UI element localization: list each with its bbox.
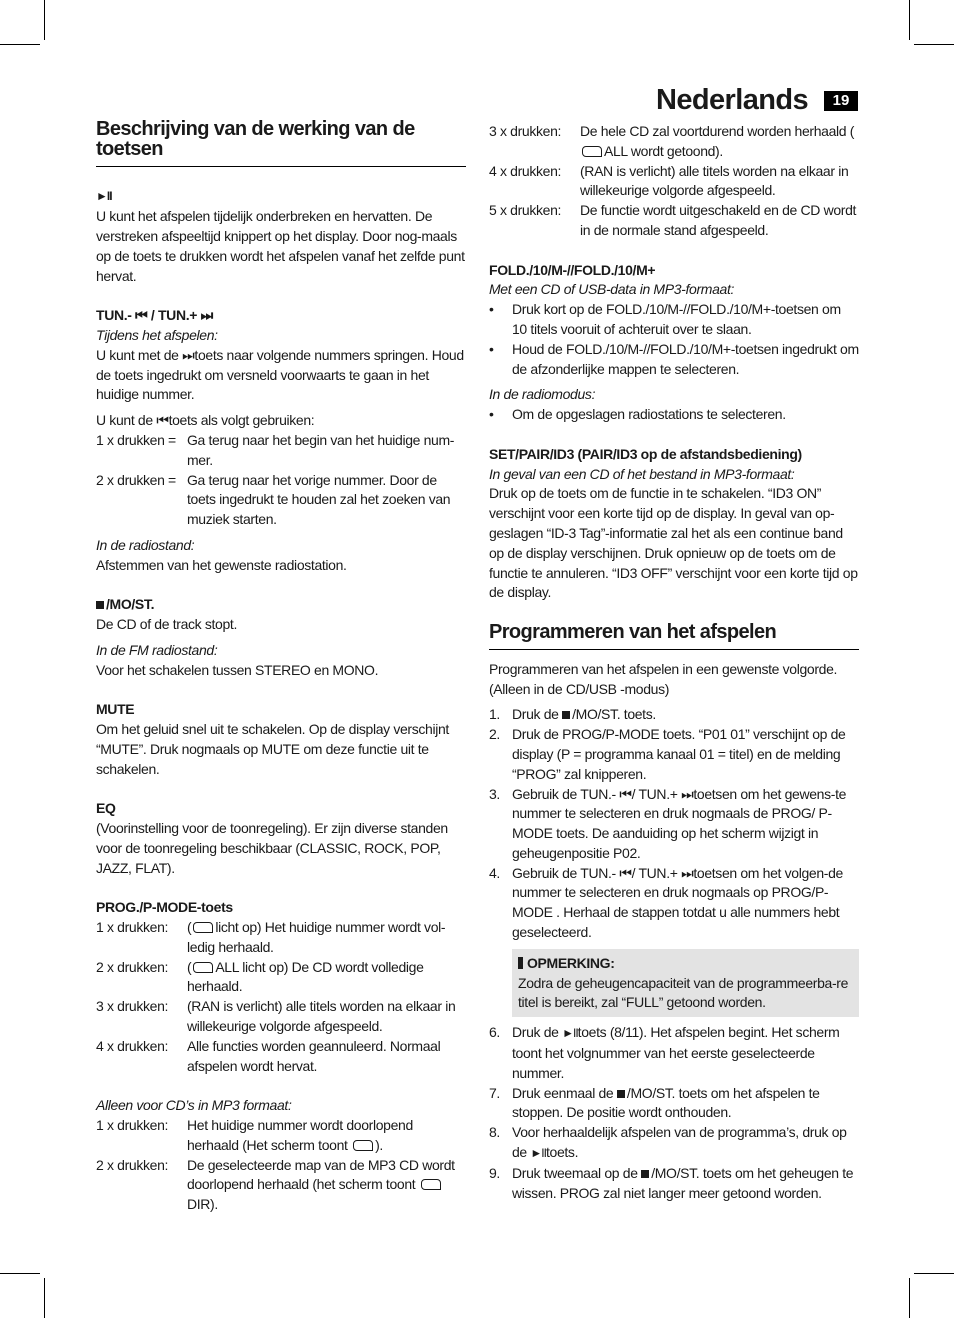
page-language-title: Nederlands — [656, 84, 808, 116]
tun-text-prev: U kunt de ⏮toets als volgt gebruiken: — [96, 412, 315, 429]
crop-mark — [0, 44, 40, 45]
prog-row-cont-5: 5 x drukken: De functie wordt uitgeschakeld en de CD wordt in de normale stand afgespeeld. — [489, 202, 857, 238]
eq-text: (Voorinstelling voor de toonregeling). Er zijn diverse standen voor de toonregeling beschikbaar (CLASSIC, ROCK, POP, JAZZ, FLAT). — [96, 820, 448, 876]
repeat-icon — [421, 1179, 441, 1190]
prog-row-4: 4 x drukken: Alle functies worden geannuleerd. Normaal afspelen wordt hervat. — [96, 1037, 441, 1074]
stop-sub: In de FM radiostand: — [96, 641, 218, 658]
note-box — [512, 949, 859, 1017]
tun-row-1: 1 x drukken = Ga terug naar het begin van het huidige num-mer. — [96, 431, 455, 468]
program-intro: Programmeren van het afspelen in een gewenste volgorde. (Alleen in de CD/USB -modus) — [489, 660, 838, 697]
set-title: SET/PAIR/ID3 (PAIR/ID3 op de afstandsbediening) — [489, 445, 802, 462]
stop-text-fm: Voor het schakelen tussen STEREO en MONO. — [96, 661, 379, 678]
crop-mark — [914, 44, 954, 45]
mute-text: Om het geluid snel uit te schakelen. Op de display verschijnt “MUTE”. Druk nogmaals op MUTE om deze functie uit te schakelen. — [96, 721, 449, 777]
right-column — [489, 122, 859, 1203]
list-item: 2. Druk de PROG/P-MODE toets. “P01 01” verschijnt op de display (P = programma kanaal 01 = titel) en de melding “PROG” zal knipperen. — [489, 726, 846, 782]
set-sub: In geval van een CD of het bestand in MP3-formaat: — [489, 465, 795, 482]
list-item: • Druk kort op de FOLD./10/M-//FOLD./10/M+-toetsen om 10 titels vooruit of achteruit over te slaan. — [489, 300, 859, 340]
stop-text: De CD of de track stopt. — [96, 616, 237, 633]
tun-title: TUN.- ⏮ / TUN.+ ⏭ — [96, 307, 213, 324]
list-item: 4. Gebruik de TUN.- ⏮/ TUN.+ ⏭toetsen om het volgen-de nummer te selecteren en druk nogmaals op PROG/P-MODE . Herhaal de stappen totdat u alle nummers hebt geselecteerd. — [489, 864, 843, 941]
repeat-icon — [193, 962, 213, 973]
page-number: 19 — [824, 91, 858, 111]
mute-title: MUTE — [96, 701, 135, 718]
mp3-row-2: 2 x drukken: De geselecteerde map van de MP3 CD wordt doorlopend herhaald (het scherm toont DIR). — [96, 1156, 455, 1213]
crop-mark — [0, 1273, 40, 1274]
tun-sub-radio: In de radiostand: — [96, 536, 195, 553]
list-item: 1. Druk de /MO/ST. toets. — [489, 706, 656, 723]
fold-list — [489, 300, 859, 379]
crop-mark — [909, 0, 910, 40]
tun-text-next: U kunt met de ⏭toets naar volgende nummers springen. Houd de toets ingedrukt om versneld voorwaarts te gaan in het huidige nummer. — [96, 346, 464, 403]
prog-row-cont-3: 3 x drukken: De hele CD zal voortdurend worden herhaald (ALL wordt getoond). — [489, 123, 855, 159]
play-pause-icon: ►II — [530, 1146, 546, 1161]
prog-row-cont-4: 4 x drukken: (RAN is verlicht) alle titels worden na elkaar in willekeurige volgorde afgespeeld. — [489, 162, 849, 199]
mp3-row-1: 1 x drukken: Het huidige nummer wordt doorlopend herhaald (Het scherm toont ). — [96, 1117, 413, 1153]
note-title: OPMERKING: — [518, 954, 853, 974]
info-icon — [518, 957, 523, 969]
stop-icon — [96, 601, 104, 609]
crop-mark — [909, 1278, 910, 1318]
note-text: Zodra de geheugencapaciteit van de programmeerba-re titel is bereikt, zal “FULL” getoond worden. — [518, 974, 849, 1011]
list-item: 6. Druk de ►IItoets (8/11). Het afspelen begint. Het scherm toont het volgnummer van het eerste geselecteerde nummer. — [489, 1024, 840, 1081]
crop-mark — [914, 1273, 954, 1274]
stop-icon — [617, 1090, 625, 1098]
prog-row-1: 1 x drukken: ( licht op) Het huidige nummer wordt vol-ledig herhaald. — [96, 919, 446, 955]
mp3-sub: Alleen voor CD’s in MP3 formaat: — [96, 1097, 292, 1114]
program-steps-2 — [489, 1023, 859, 1203]
fold-title: FOLD./10/M-//FOLD./10/M+ — [489, 261, 656, 278]
crop-mark — [44, 1278, 45, 1318]
play-pause-text: U kunt het afspelen tijdelijk onderbreken en hervatten. De verstreken afspeeltijd knippert op het display. Door nog-maals op de toets te drukken wordt het afspelen vanaf het zelfde punt hervat. — [96, 208, 465, 284]
fold-sub-mp3: Met een CD of USB-data in MP3-formaat: — [489, 281, 735, 298]
left-column — [96, 120, 466, 1215]
tun-sub-playback: Tijdens het afspelen: — [96, 326, 218, 343]
prog-row-2: 2 x drukken: ( ALL licht op) De CD wordt volledige herhaald. — [96, 958, 424, 995]
fold-list-radio — [489, 405, 859, 425]
list-item: 3. Gebruik de TUN.- ⏮/ TUN.+ ⏭toetsen om het gewens-te nummer te selecteren en druk nogmaals de PROG/ P-MODE toets. De aanduiding op het scherm wijzigt in geheugenpositie P02. — [489, 785, 847, 861]
list-item: 7. Druk eenmaal de /MO/ST. toets om het afspelen te stoppen. De positie wordt onthouden. — [489, 1084, 820, 1121]
set-text: Druk op de toets om de functie in te schakelen. “ID3 ON” verschijnt voor een korte tijd op de display. In geval van op-geslagen “ID-3 Tag”-informatie zal het als een continue band op de display verschijnen. Druk opnieuw op de toets om de functie te annuleren. “ID3 OFF” verschijnt voor een korte tijd op de display. — [489, 485, 858, 601]
stop-icon — [641, 1170, 649, 1178]
next-icon: ⏭ — [681, 785, 694, 802]
prev-icon: ⏮ — [619, 785, 632, 802]
prog-row-3: 3 x drukken: (RAN is verlicht) alle titels worden na elkaar in willekeurige volgorde afgespeeld. — [96, 998, 456, 1035]
list-item: • Om de opgeslagen radiostations te selecteren. — [489, 405, 859, 425]
list-item: • Houd de FOLD./10/M-//FOLD./10/M+-toetsen ingedrukt om de afzonderlijke mappen te selecteren. — [489, 340, 859, 380]
section-heading-program: Programmeren van het afspelen — [489, 623, 859, 650]
section-heading-buttons: Beschrijving van de werking van de toetsen — [96, 120, 466, 167]
play-pause-title — [96, 186, 466, 207]
play-pause-icon: ►II — [562, 1026, 578, 1041]
repeat-icon — [353, 1140, 373, 1151]
list-item: 8. Voor herhaaldelijk afspelen van de programma’s, druk op de ►IItoets. — [489, 1123, 859, 1164]
program-steps — [489, 705, 859, 943]
crop-mark — [44, 0, 45, 40]
next-icon: ⏭ — [681, 864, 694, 881]
eq-title: EQ — [96, 800, 116, 817]
stop-icon — [562, 711, 570, 719]
tun-row-2: 2 x drukken = Ga terug naar het vorige nummer. Door de toets ingedrukt te houden zal het zoeken van muziek starten. — [96, 471, 451, 528]
repeat-icon — [582, 146, 602, 157]
play-pause-icon: ►II — [96, 189, 112, 204]
prev-icon: ⏮ — [156, 412, 169, 429]
next-icon: ⏭ — [182, 346, 195, 363]
repeat-icon — [193, 922, 213, 933]
stop-title: /MO/ST. — [96, 595, 466, 615]
prev-icon: ⏮ — [619, 864, 632, 881]
fold-sub-radio: In de radiomodus: — [489, 386, 596, 403]
prog-title: PROG./P-MODE-toets — [96, 899, 233, 916]
list-item: 9. Druk tweemaal op de /MO/ST. toets om het geheugen te wissen. PROG zal niet langer meer getoond worden. — [489, 1164, 854, 1201]
tun-text-radio: Afstemmen van het gewenste radiostation. — [96, 556, 347, 573]
